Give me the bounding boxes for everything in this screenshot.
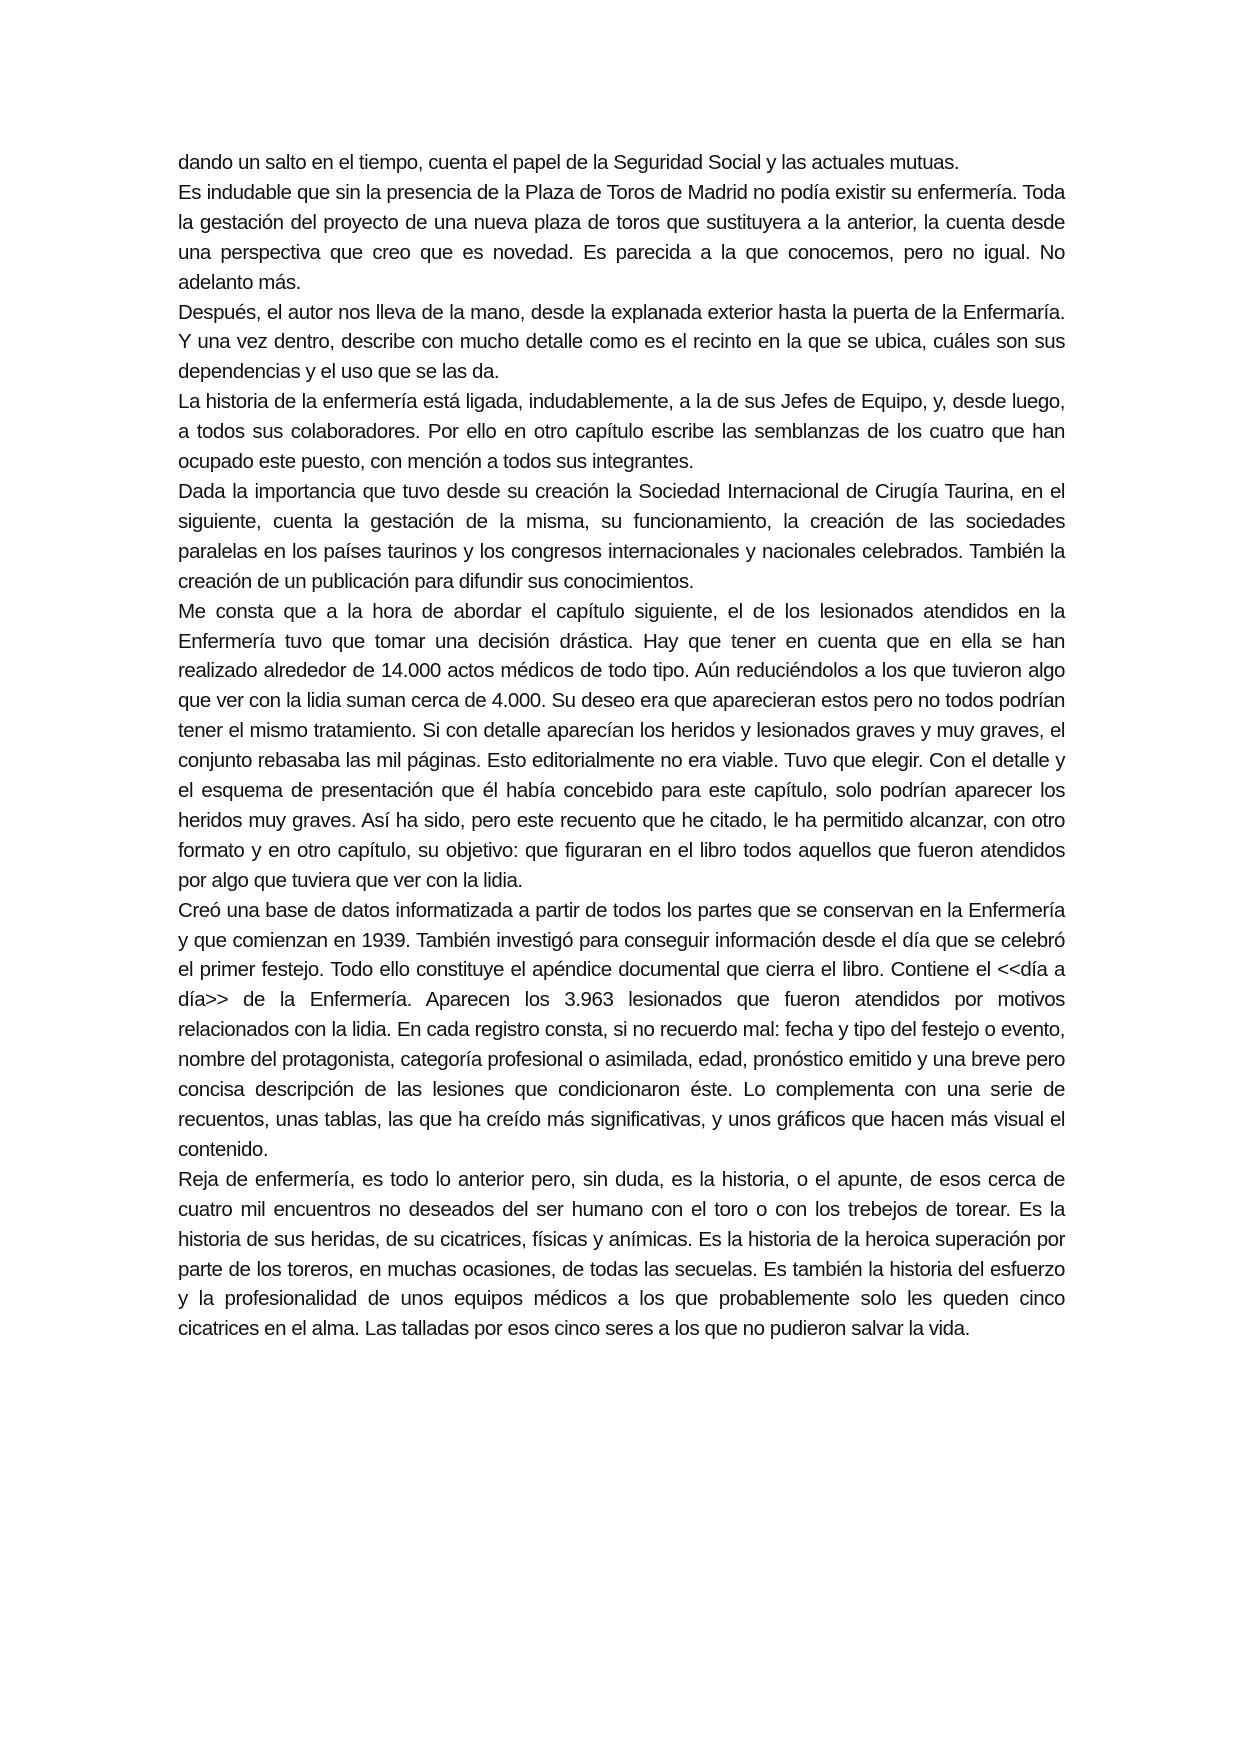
paragraph: Reja de enfermería, es todo lo anterior pero, sin duda, es la historia, o el apunte, de esos cerca de cuatro mil encuentros no deseados del ser humano con el toro o con los trebejos de torear. Es la historia de sus heridas, de su cicatrices, físicas y anímicas. Es la historia de la heroica superación por parte de los toreros, en muchas ocasiones, de todas las secuelas. Es también la historia del esfuerzo y la profesionalidad de unos equipos médicos a los que probablemente solo les queden cinco cicatrices en el alma. Las talladas por esos cinco seres a los que no pudieron salvar la vida. <box>178 1167 1065 1341</box>
paragraph: Es indudable que sin la presencia de la Plaza de Toros de Madrid no podía existir su enfermería. Toda la gestación del proyecto de una nueva plaza de toros que sustituyera a la anterior, la cuenta desde una perspectiva que creo que es novedad. Es parecida a la que conocemos, pero no igual. No adelanto más. <box>178 180 1065 294</box>
paragraph: Después, el autor nos lleva de la mano, desde la explanada exterior hasta la puerta de la Enfermaría. Y una vez dentro, describe con mucho detalle como es el recinto en la que se ubica, cuáles son sus dependencias y el uso que se las da. <box>178 300 1065 384</box>
paragraph: dando un salto en el tiempo, cuenta el papel de la Seguridad Social y las actuales mutuas. <box>178 151 960 174</box>
paragraph: Creó una base de datos informatizada a partir de todos los partes que se conservan en la Enfermería y que comienzan en 1939. También investigó para conseguir información desde el día que se celebró el primer festejo. Todo ello constituye el apéndice documental que cierra el libro. Contiene el <<día a día>> de la Enfermería. Aparecen los 3.963 lesionados que fueron atendidos por motivos relacionados con la lidia. En cada registro consta, si no recuerdo mal: fecha y tipo del festejo o evento, nombre del protagonista, categoría profesional o asimilada, edad, pronóstico emitido y una breve pero concisa descripción de las lesiones que condicionaron éste. Lo complementa con una serie de recuentos, unas tablas, las que ha creído más significativas, y unos gráficos que hacen más visual el contenido. <box>178 898 1065 1161</box>
document-body <box>178 148 1065 1344</box>
paragraph: La historia de la enfermería está ligada, indudablemente, a la de sus Jefes de Equipo, y, desde luego, a todos sus colaboradores. Por ello en otro capítulo escribe las semblanzas de los cuatro que han ocupado este puesto, con mención a todos sus integrantes. <box>178 390 1065 474</box>
paragraph: Me consta que a la hora de abordar el capítulo siguiente, el de los lesionados atendidos en la Enfermería tuvo que tomar una decisión drástica. Hay que tener en cuenta que en ella se han realizado alrededor de 14.000 actos médicos de todo tipo. Aún reduciéndolos a los que tuvieron algo que ver con la lidia suman cerca de 4.000. Su deseo era que aparecieran estos pero no todos podrían tener el mismo tratamiento. Si con detalle aparecían los heridos y lesionados graves y muy graves, el conjunto rebasaba las mil páginas. Esto editorialmente no era viable. Tuvo que elegir. Con el detalle y el esquema de presentación que él había concebido para este capítulo, solo podrían aparecer los heridos muy graves. Así ha sido, pero este recuento que he citado, le ha permitido alcanzar, con otro formato y en otro capítulo, su objetivo: que figuraran en el libro todos aquellos que fueron atendidos por algo que tuviera que ver con la lidia. <box>178 599 1065 892</box>
paragraph: Dada la importancia que tuvo desde su creación la Sociedad Internacional de Cirugía Taurina, en el siguiente, cuenta la gestación de la misma, su funcionamiento, la creación de las sociedades paralelas en los países taurinos y los congresos internacionales y nacionales celebrados. También la creación de un publicación para difundir sus conocimientos. <box>178 479 1065 593</box>
